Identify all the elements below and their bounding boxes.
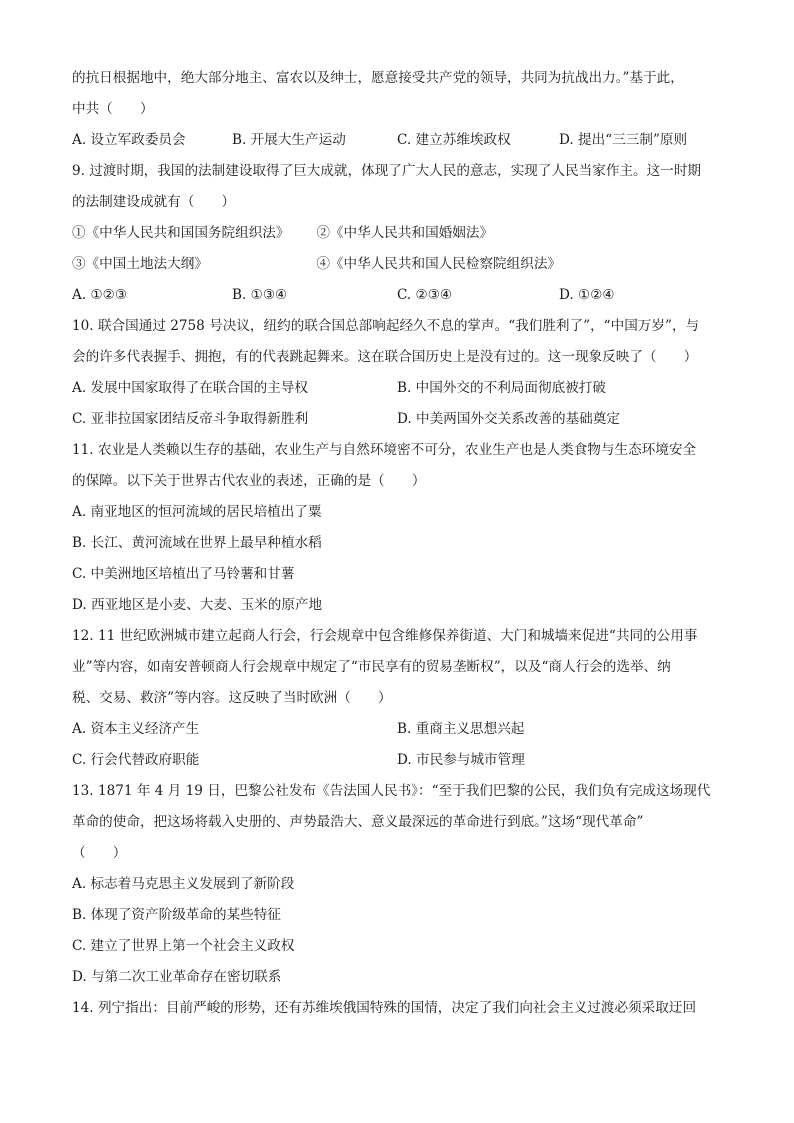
q10-options	[72, 373, 722, 404]
q14-stem: 14. 列宁指出：目前严峻的形势，还有苏维埃俄国特殊的国情，决定了我们向社会主义过渡必须采取迂回	[72, 1000, 697, 1016]
q13-stem: 革命的使命，把这场将载入史册的、声势最浩大、意义最深远的革命进行到底。”这场“现代革命”	[72, 814, 644, 830]
q12-stem: 税、交易、救济”等内容。这反映了当时欧洲（ ）	[72, 690, 392, 706]
q8-option-d[interactable]: D. 提出“三三制”原则	[559, 132, 688, 148]
q9-options	[72, 280, 722, 311]
q13-option-c[interactable]: C. 建立了世界上第一个社会主义政权	[72, 938, 295, 954]
q8-continued-text: 中共（ ）	[72, 101, 154, 117]
q10-stem: 会的许多代表握手、拥抱，有的代表跳起舞来。这在联合国历史上是没有过的。这一现象反映了（ ）	[72, 349, 698, 365]
q10-option-b[interactable]: B. 中国外交的不利局面彻底被打破	[397, 380, 606, 396]
q8-option-c[interactable]: C. 建立苏维埃政权	[397, 132, 511, 148]
q9-stem: 9. 过渡时期，我国的法制建设取得了巨大成就，体现了广大人民的意志，实现了人民当家作主。这一时期	[72, 163, 702, 179]
q9-items	[72, 218, 722, 249]
q12-stem: 12. 11 世纪欧洲城市建立起商人行会，行会规章中包含维修保养街道、大门和城墙来促进“共同的公用事	[72, 628, 698, 644]
q13-option-d[interactable]: D. 与第二次工业革命存在密切联系	[72, 969, 282, 985]
q11-option-d[interactable]: D. 西亚地区是小麦、大麦、玉米的原产地	[72, 597, 323, 613]
q8-option-b[interactable]: B. 开展大生产运动	[232, 132, 346, 148]
q10-option-d[interactable]: D. 中美两国外交关系改善的基础奠定	[397, 411, 620, 427]
q12-option-a[interactable]: A. 资本主义经济产生	[72, 721, 200, 737]
q11-option-c[interactable]: C. 中美洲地区培植出了马铃薯和甘薯	[72, 566, 295, 582]
q8-option-a[interactable]: A. 设立军政委员会	[72, 132, 186, 148]
q13-option-a[interactable]: A. 标志着马克思主义发展到了新阶段	[72, 876, 295, 892]
q8-continued-text: 的抗日根据地中，绝大部分地主、富农以及绅士，愿意接受共产党的领导，共同为抗战出力。”基于此，	[72, 70, 684, 86]
q10-option-c[interactable]: C. 亚非拉国家团结反帝斗争取得新胜利	[72, 411, 309, 427]
q11-option-b[interactable]: B. 长江、黄河流域在世界上最早种植水稻	[72, 535, 322, 551]
q12-options	[72, 745, 722, 776]
q9-option-a[interactable]: A. ①②③	[72, 287, 128, 303]
q11-option-a[interactable]: A. 南亚地区的恒河流域的居民培植出了粟	[72, 504, 322, 520]
q9-items	[72, 249, 722, 280]
q12-options	[72, 714, 722, 745]
q13-stem: 13. 1871 年 4 月 19 日，巴黎公社发布《告法国人民书》：“至于我们巴黎的公民，我们负有完成这场现代	[72, 783, 711, 799]
q13-stem: （ ）	[72, 845, 127, 861]
q11-stem: 11. 农业是人类赖以生存的基础，农业生产与自然环境密不可分，农业生产也是人类食物与生态环境安全	[72, 442, 697, 458]
q9-option-b[interactable]: B. ①③④	[232, 287, 288, 303]
q10-options	[72, 404, 722, 435]
q9-item-1: ①《中华人民共和国国务院组织法》	[72, 225, 290, 241]
q11-stem: 的保障。以下关于世界古代农业的表述，正确的是（ ）	[72, 473, 426, 489]
q13-option-b[interactable]: B. 体现了资产阶级革命的某些特征	[72, 907, 281, 923]
q9-option-c[interactable]: C. ②③④	[397, 287, 453, 303]
q12-option-c[interactable]: C. 行会代替政府职能	[72, 752, 200, 768]
q9-stem: 的法制建设成就有（ ）	[72, 194, 236, 210]
q9-item-3: ③《中国土地法大纲》	[72, 256, 208, 272]
q9-item-4: ④《中华人民共和国人民检察院组织法》	[316, 256, 562, 272]
page-content	[72, 63, 722, 1024]
q9-item-2: ②《中华人民共和国婚姻法》	[316, 225, 494, 241]
q10-option-a[interactable]: A. 发展中国家取得了在联合国的主导权	[72, 380, 308, 396]
q8-options	[72, 125, 722, 156]
q9-option-d[interactable]: D. ①②④	[559, 287, 615, 303]
q12-option-b[interactable]: B. 重商主义思想兴起	[397, 721, 525, 737]
q12-option-d[interactable]: D. 市民参与城市管理	[397, 752, 525, 768]
q12-stem: 业”等内容，如南安普顿商人行会规章中规定了“市民享有的贸易垄断权”，以及“商人行会的选举、纳	[72, 659, 671, 675]
q10-stem: 10. 联合国通过 2758 号决议，纽约的联合国总部响起经久不息的掌声。“我们胜利了”，“中国万岁”，与	[72, 318, 700, 334]
